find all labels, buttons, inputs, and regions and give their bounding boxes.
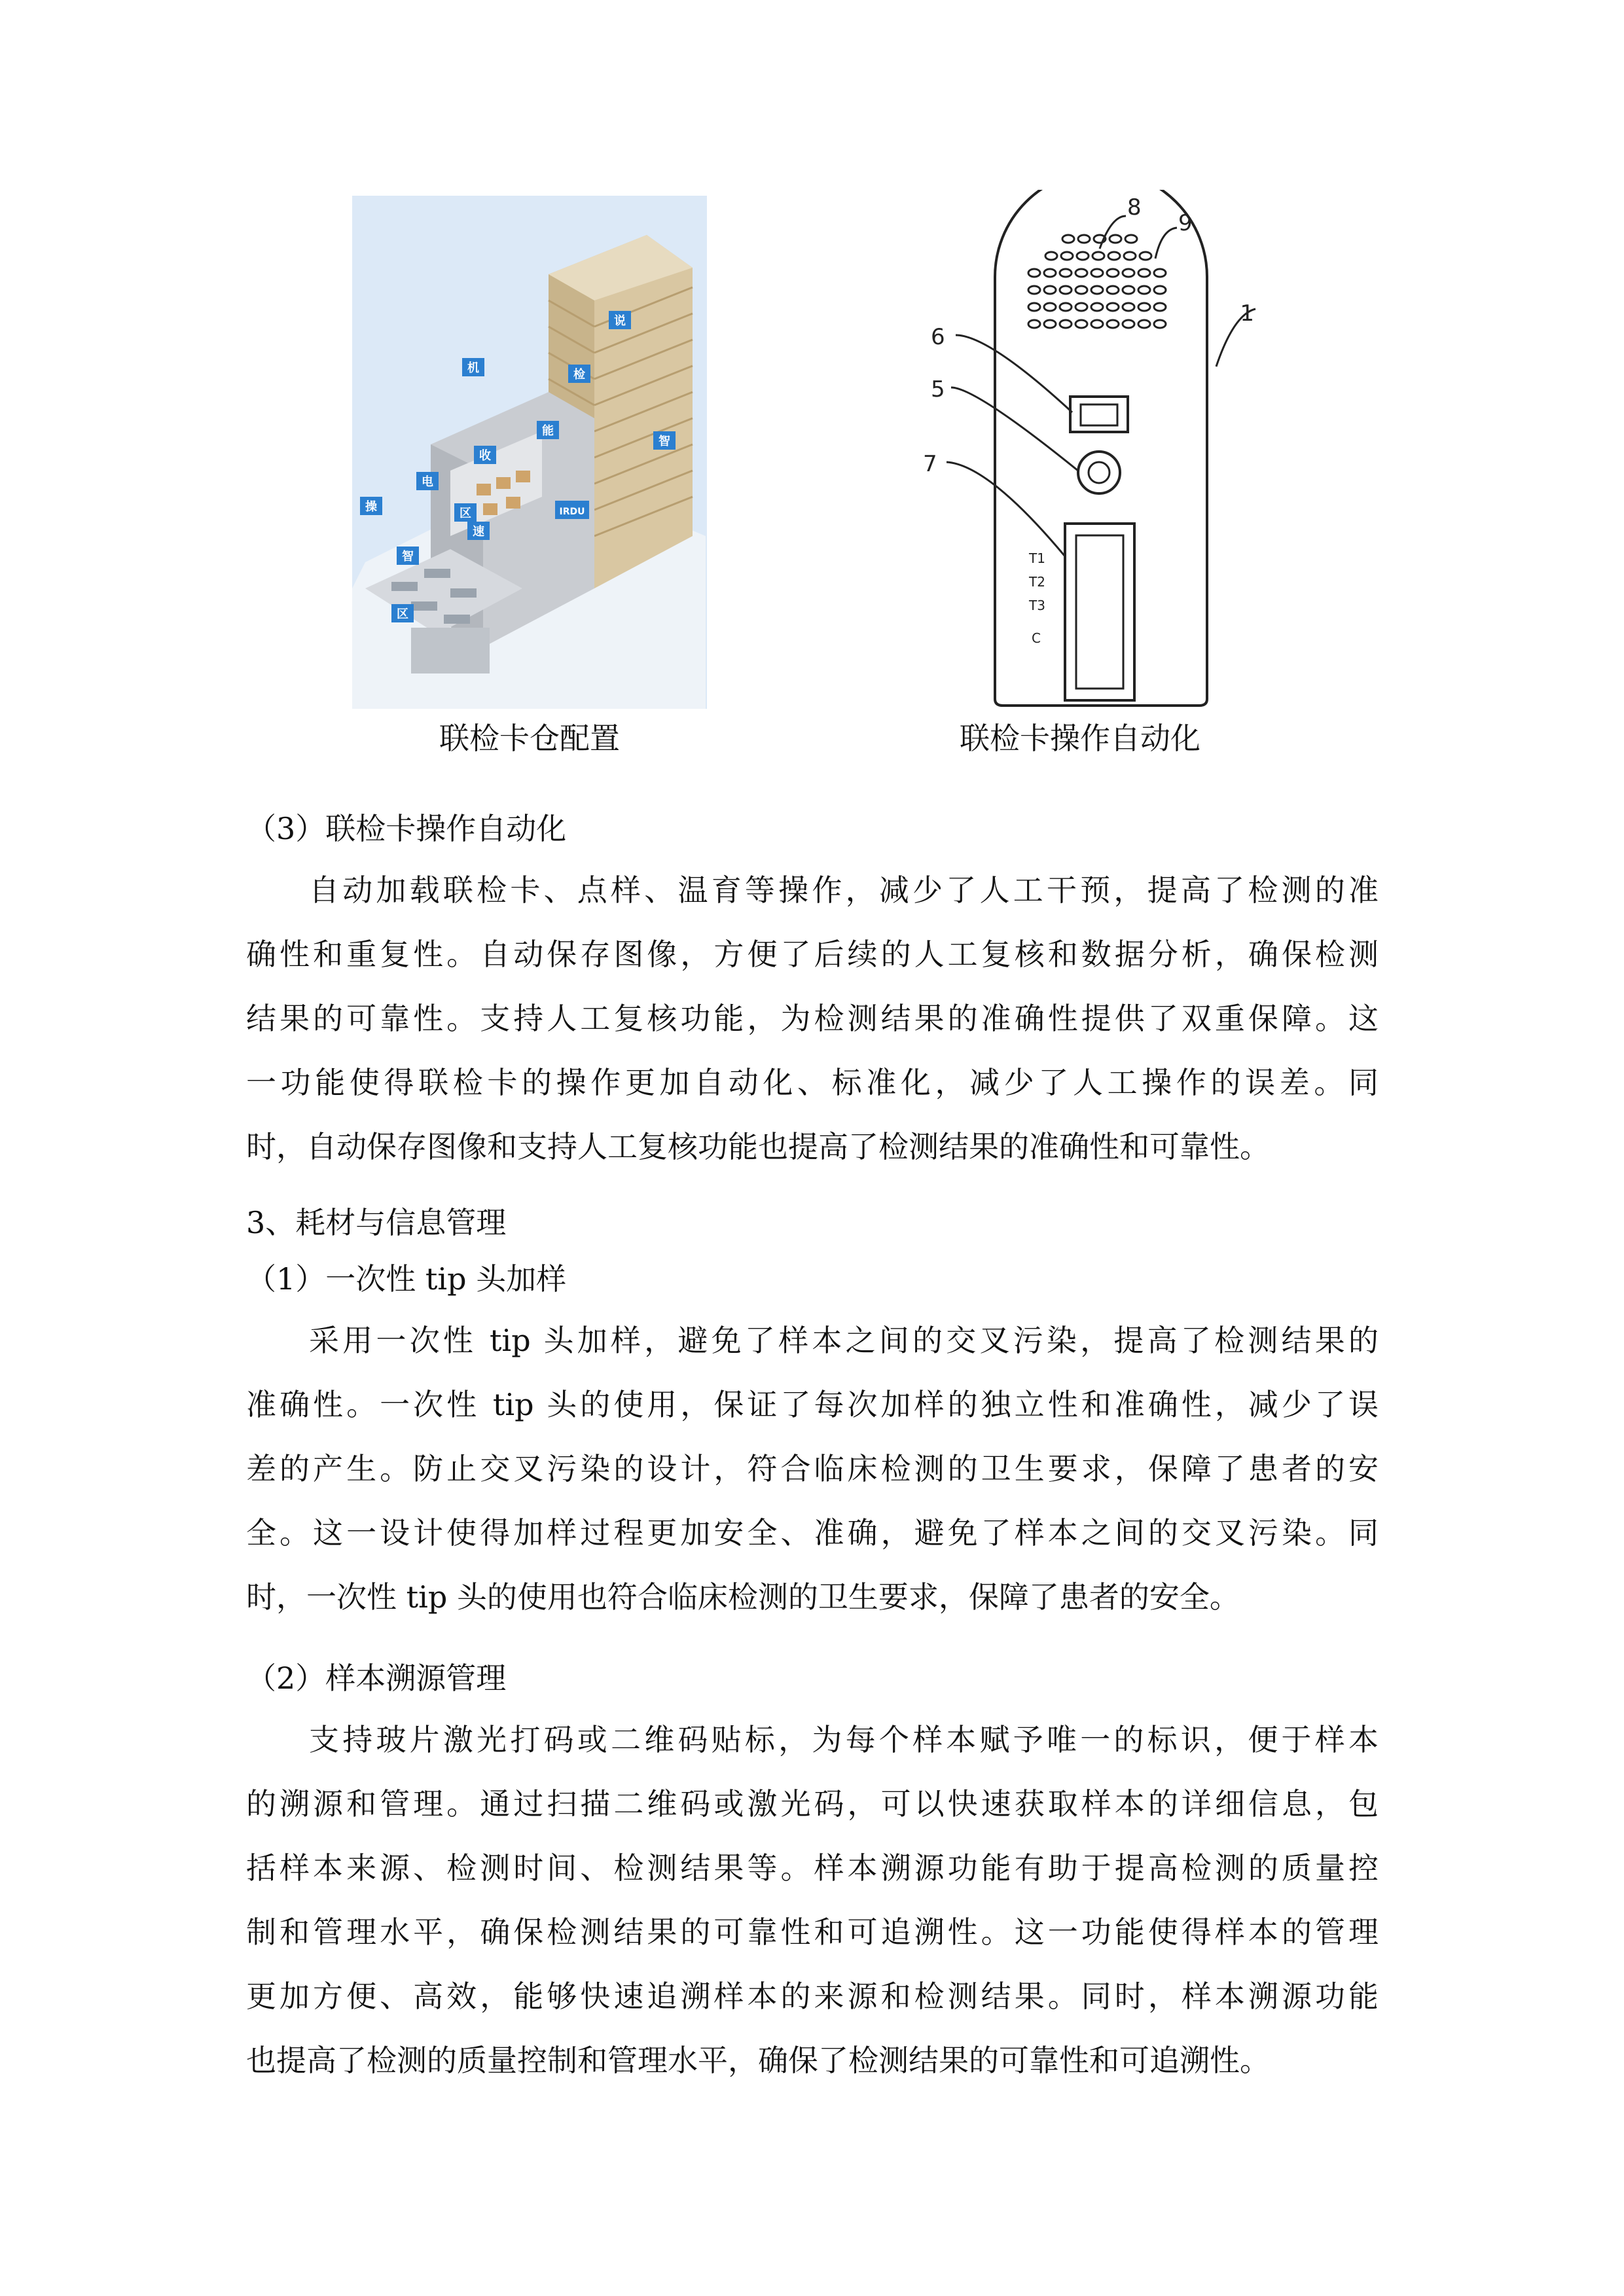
paragraph-line: 括样本来源、检测时间、检测结果等。样本溯源功能有助于提高检测的质量控 [246, 1850, 1379, 1886]
vent-hole [1061, 252, 1073, 260]
vent-hole [1091, 320, 1103, 328]
vent-hole [1075, 303, 1087, 311]
mark-t1: T1 [1029, 550, 1045, 566]
vent-hole [1044, 286, 1056, 294]
vent-hole [1044, 320, 1056, 328]
vent-hole [1044, 269, 1056, 277]
callout-6: 6 [931, 324, 945, 350]
figure-label: IRDU [559, 507, 585, 517]
figure-label: 区 [460, 507, 471, 520]
vent-hole [1108, 252, 1120, 260]
figure-label: 区 [397, 607, 408, 621]
callout-1: 1 [1240, 300, 1254, 327]
vent-hole [1062, 235, 1074, 243]
paragraph-line: 差的产生。防止交叉污染的设计，符合临床检测的卫生要求，保障了患者的安 [246, 1451, 1379, 1486]
paragraph-line: 时，一次性 tip 头的使用也符合临床检测的卫生要求，保障了患者的安全。 [246, 1579, 1240, 1615]
vent-hole [1123, 286, 1134, 294]
mark-t2: T2 [1029, 574, 1045, 590]
vent-hole [1044, 303, 1056, 311]
vent-hole [1123, 269, 1134, 277]
paragraph-line: 确性和重复性。自动保存图像，方便了后续的人工复核和数据分析，确保检测 [246, 937, 1379, 972]
figure-caption-left: 联检卡仓配置 [439, 721, 620, 756]
figure-label: 说 [614, 314, 626, 328]
vent-hole [1028, 286, 1040, 294]
section-heading-tip: （1）一次性 tip 头加样 [246, 1261, 567, 1297]
figure-label: 操 [365, 500, 377, 514]
paragraph-line: 制和管理水平，确保检测结果的可靠性和可追溯性。这一功能使得样本的管理 [246, 1914, 1379, 1950]
section-heading-traceability: （2）样本溯源管理 [246, 1660, 507, 1696]
callout-8: 8 [1127, 194, 1142, 221]
warehouse-illustration [352, 196, 707, 709]
vent-hole [1078, 235, 1090, 243]
vent-hole [1060, 303, 1072, 311]
figure-label: 速 [473, 525, 484, 539]
paragraph-line: 的溯源和管理。通过扫描二维码或激光码，可以快速获取样本的详细信息，包 [246, 1786, 1379, 1821]
vent-hole [1138, 303, 1150, 311]
mark-t3: T3 [1029, 598, 1045, 613]
vent-hole [1060, 269, 1072, 277]
vent-hole [1154, 320, 1166, 328]
vent-hole [1125, 235, 1137, 243]
figure-label: 检 [573, 368, 585, 382]
paragraph-line: 自动加载联检卡、点样、温育等操作，减少了人工干预，提高了检测的准 [309, 872, 1379, 908]
paragraph-line: 更加方便、高效，能够快速追溯样本的来源和检测结果。同时，样本溯源功能 [246, 1979, 1379, 2014]
mark-c: C [1032, 630, 1041, 646]
figure-caption-right: 联检卡操作自动化 [960, 721, 1200, 756]
callout-9: 9 [1178, 210, 1193, 236]
paragraph-line: 时，自动保存图像和支持人工复核功能也提高了检测结果的准确性和可靠性。 [246, 1129, 1270, 1164]
vent-hole [1028, 320, 1040, 328]
vent-hole [1123, 303, 1134, 311]
vent-hole [1107, 286, 1119, 294]
vent-hole [1077, 252, 1089, 260]
vent-hole [1107, 303, 1119, 311]
vent-hole [1124, 252, 1136, 260]
callout-5: 5 [931, 376, 945, 403]
paragraph-line: 准确性。一次性 tip 头的使用，保证了每次加样的独立性和准确性，减少了误 [246, 1387, 1379, 1422]
paragraph-line: 全。这一设计使得加样过程更加安全、准确，避免了样本之间的交叉污染。同 [246, 1515, 1379, 1551]
vent-hole [1060, 286, 1072, 294]
vent-hole [1110, 235, 1121, 243]
vent-hole [1107, 269, 1119, 277]
paragraph-line: 一功能使得联检卡的操作更加自动化、标准化，减少了人工操作的误差。同 [246, 1065, 1379, 1100]
vent-hole [1154, 269, 1166, 277]
section-heading-card-automation: （3）联检卡操作自动化 [246, 811, 567, 846]
vent-hole [1107, 320, 1119, 328]
callout-7: 7 [923, 451, 937, 477]
vent-hole [1028, 303, 1040, 311]
paragraph-line: 结果的可靠性。支持人工复核功能，为检测结果的准确性提供了双重保障。这 [246, 1001, 1379, 1036]
paragraph-line: 支持玻片激光打码或二维码贴标，为每个样本赋予唯一的标识，便于样本 [309, 1722, 1379, 1757]
vent-hole [1092, 252, 1104, 260]
figure-label: 电 [422, 475, 433, 489]
vent-hole [1154, 286, 1166, 294]
vent-hole [1091, 269, 1103, 277]
vent-hole [1123, 320, 1134, 328]
vent-hole [1060, 320, 1072, 328]
figure-label: 能 [542, 424, 554, 438]
figure-label: 智 [659, 435, 670, 448]
vent-hole [1091, 303, 1103, 311]
vent-hole [1075, 320, 1087, 328]
vent-hole [1154, 303, 1166, 311]
vent-hole [1075, 286, 1087, 294]
test-card-diagram [903, 190, 1257, 713]
vent-hole [1140, 252, 1151, 260]
figure-label: 智 [402, 550, 414, 564]
figure-label: 收 [479, 449, 491, 463]
vent-hole [1138, 269, 1150, 277]
vent-hole [1045, 252, 1057, 260]
vent-hole [1028, 269, 1040, 277]
vent-hole [1138, 286, 1150, 294]
vent-hole [1091, 286, 1103, 294]
vent-hole [1138, 320, 1150, 328]
vent-hole [1075, 269, 1087, 277]
paragraph-line: 采用一次性 tip 头加样，避免了样本之间的交叉污染，提高了检测结果的 [309, 1323, 1379, 1358]
paragraph-line: 也提高了检测的质量控制和管理水平，确保了检测结果的可靠性和可追溯性。 [246, 2043, 1270, 2078]
section-heading-consumables: 3、耗材与信息管理 [246, 1205, 507, 1240]
figure-label: 机 [467, 361, 479, 375]
